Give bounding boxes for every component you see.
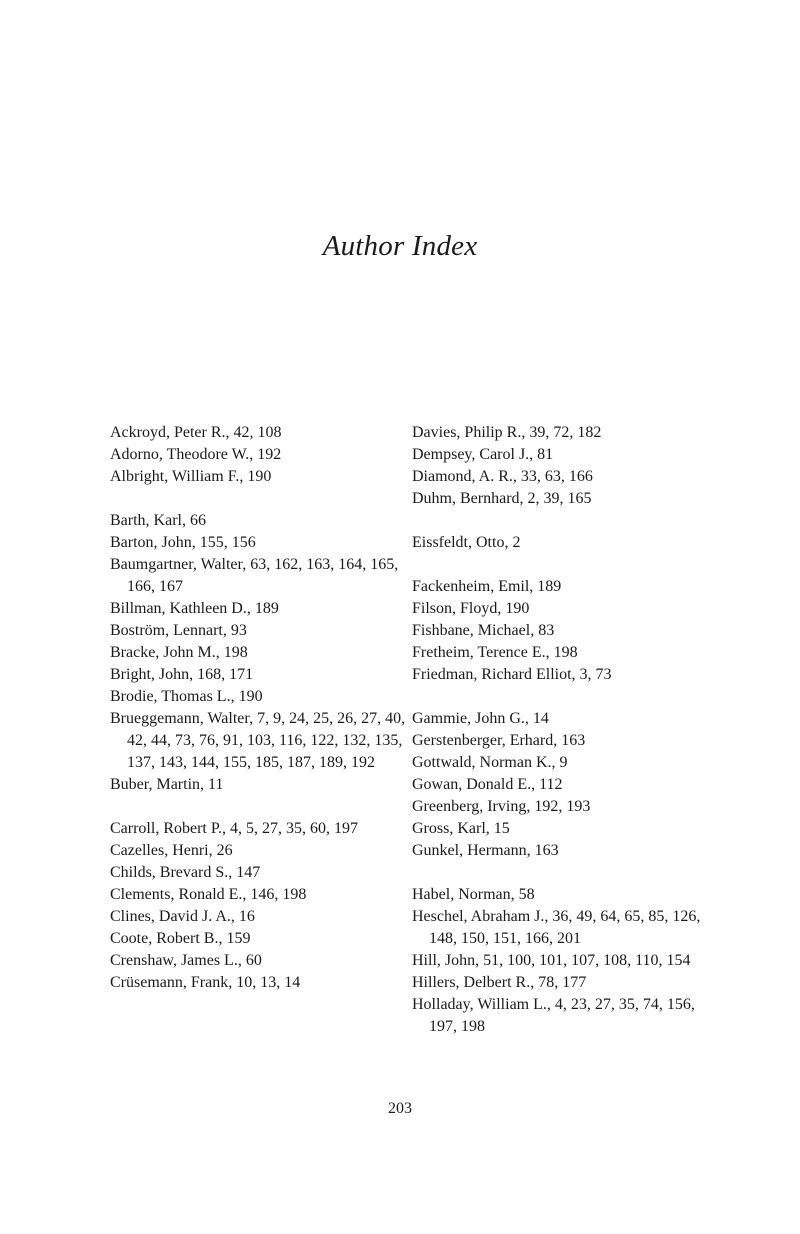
- index-entry: Crüsemann, Frank, 10, 13, 14: [110, 974, 301, 991]
- index-group-c: [110, 818, 410, 994]
- page-title: Author Index: [322, 230, 478, 262]
- index-column-right: [412, 422, 712, 1060]
- index-entry: Brodie, Thomas L., 190: [110, 688, 263, 705]
- index-column-left: [110, 422, 410, 1016]
- index-entry: Buber, Martin, 11: [110, 776, 224, 793]
- index-entry: Cazelles, Henri, 26: [110, 842, 233, 859]
- index-entry: Filson, Floyd, 190: [412, 600, 530, 617]
- index-entry: Childs, Brevard S., 147: [110, 864, 261, 881]
- index-entry: Davies, Philip R., 39, 72, 182: [412, 424, 602, 441]
- index-entry: Boström, Lennart, 93: [110, 622, 247, 639]
- index-entry: Billman, Kathleen D., 189: [110, 600, 279, 617]
- index-entry: Gross, Karl, 15: [412, 820, 510, 837]
- index-entry: Duhm, Bernhard, 2, 39, 165: [412, 490, 592, 507]
- index-entry: Barton, John, 155, 156: [110, 534, 256, 551]
- index-entry: Dempsey, Carol J., 81: [412, 446, 554, 463]
- index-entry: Adorno, Theodore W., 192: [110, 446, 282, 463]
- index-entry: Gammie, John G., 14: [412, 710, 549, 727]
- index-entry: Heschel, Abraham J., 36, 49, 64, 65, 85, 126, 148, 150, 151, 166, 201: [412, 908, 701, 947]
- index-entry: Greenberg, Irving, 192, 193: [412, 798, 591, 815]
- index-group-e: [412, 532, 712, 554]
- index-entry: Albright, William F., 190: [110, 468, 272, 485]
- index-entry: Baumgartner, Walter, 63, 162, 163, 164, 165, 166, 167: [110, 556, 399, 595]
- index-entry: Fretheim, Terence E., 198: [412, 644, 578, 661]
- index-entry: Coote, Robert B., 159: [110, 930, 251, 947]
- index-group-f: [412, 576, 712, 686]
- index-entry: Barth, Karl, 66: [110, 512, 206, 529]
- index-entry: Friedman, Richard Elliot, 3, 73: [412, 666, 612, 683]
- index-entry: Habel, Norman, 58: [412, 886, 535, 903]
- index-entry: Fishbane, Michael, 83: [412, 622, 555, 639]
- index-entry: Bracke, John M., 198: [110, 644, 248, 661]
- index-entry: Gerstenberger, Erhard, 163: [412, 732, 586, 749]
- index-entry: Fackenheim, Emil, 189: [412, 578, 562, 595]
- index-group-g: [412, 708, 712, 862]
- index-entry: Clements, Ronald E., 146, 198: [110, 886, 307, 903]
- index-entry: Hill, John, 51, 100, 101, 107, 108, 110, 154: [412, 952, 691, 969]
- index-entry: Crenshaw, James L., 60: [110, 952, 262, 969]
- index-entry: Brueggemann, Walter, 7, 9, 24, 25, 26, 27, 40, 42, 44, 73, 76, 91, 103, 116, 122, 132, 135, 137, 143, 144, 155, 185, 187, 189, 192: [110, 710, 406, 771]
- index-group-b: [110, 510, 410, 796]
- index-entry: Carroll, Robert P., 4, 5, 27, 35, 60, 197: [110, 820, 358, 837]
- index-entry: Gunkel, Hermann, 163: [412, 842, 559, 859]
- index-entry: Holladay, William L., 4, 23, 27, 35, 74, 156, 197, 198: [412, 996, 695, 1035]
- index-group-d: [412, 422, 712, 510]
- index-entry: Clines, David J. A., 16: [110, 908, 255, 925]
- index-entry: Bright, John, 168, 171: [110, 666, 254, 683]
- index-entry: Hillers, Delbert R., 78, 177: [412, 974, 587, 991]
- index-entry: Diamond, A. R., 33, 63, 166: [412, 468, 593, 485]
- index-entry: Gottwald, Norman K., 9: [412, 754, 568, 771]
- index-group-a: [110, 422, 410, 488]
- index-group-h: [412, 884, 712, 1038]
- index-entry: Eissfeldt, Otto, 2: [412, 534, 521, 551]
- index-entry: Ackroyd, Peter R., 42, 108: [110, 424, 282, 441]
- page-number: 203: [388, 1100, 412, 1117]
- index-entry: Gowan, Donald E., 112: [412, 776, 563, 793]
